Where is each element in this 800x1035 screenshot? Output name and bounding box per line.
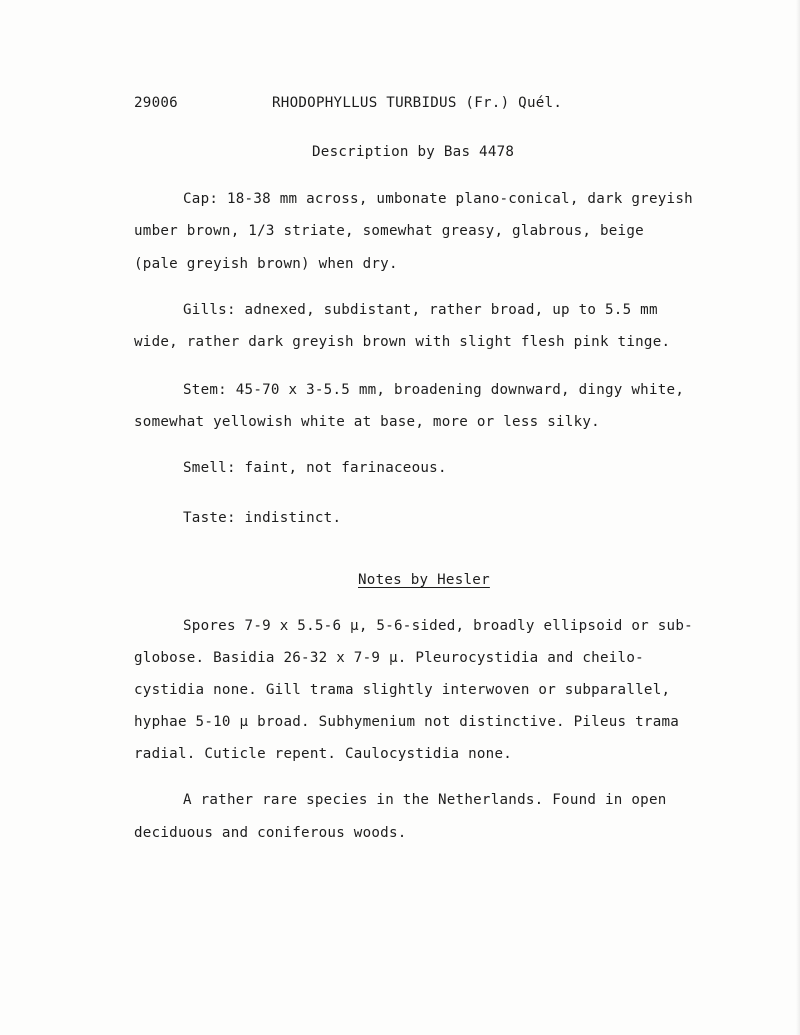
species-title: RHODOPHYLLUS TURBIDUS (Fr.) Quél. — [272, 95, 563, 111]
stem-line-1: Stem: 45-70 x 3-5.5 mm, broadening downward, dingy white, — [183, 382, 685, 398]
page-edge-shadow — [796, 0, 800, 1035]
smell-line: Smell: faint, not farinaceous. — [183, 460, 447, 476]
notes-p1-line-2: globose. Basidia 26-32 x 7-9 µ. Pleurocystidia and cheilo- — [134, 650, 644, 666]
taste-line: Taste: indistinct. — [183, 510, 342, 526]
notes-p1-line-4: hyphae 5-10 µ broad. Subhymenium not distinctive. Pileus trama — [134, 714, 680, 730]
gills-line-2: wide, rather dark greyish brown with slight flesh pink tinge. — [134, 334, 671, 350]
cap-line-1: Cap: 18-38 mm across, umbonate plano-conical, dark greyish — [183, 191, 693, 207]
cap-line-2: umber brown, 1/3 striate, somewhat greasy, glabrous, beige — [134, 223, 644, 239]
cap-line-3: (pale greyish brown) when dry. — [134, 256, 398, 272]
stem-line-2: somewhat yellowish white at base, more or less silky. — [134, 414, 600, 430]
description-attribution: Description by Bas 4478 — [312, 144, 515, 160]
notes-p1-line-1: Spores 7-9 x 5.5-6 µ, 5-6-sided, broadly ellipsoid or sub- — [183, 618, 693, 634]
notes-p1-line-5: radial. Cuticle repent. Caulocystidia none. — [134, 746, 513, 762]
notes-p2-line-2: deciduous and coniferous woods. — [134, 825, 407, 841]
notes-p2-line-1: A rather rare species in the Netherlands. Found in open — [183, 792, 667, 808]
collection-number: 29006 — [134, 95, 178, 111]
gills-line-1: Gills: adnexed, subdistant, rather broad, up to 5.5 mm — [183, 302, 658, 318]
notes-p1-line-3: cystidia none. Gill trama slightly interwoven or subparallel, — [134, 682, 671, 698]
notes-heading: Notes by Hesler — [358, 572, 490, 588]
